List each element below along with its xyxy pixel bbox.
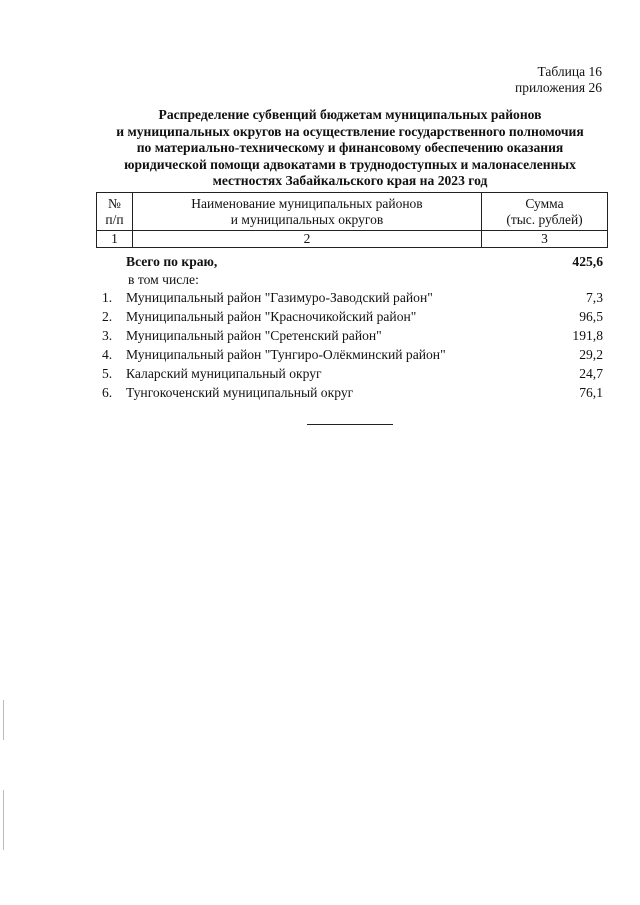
row-number: 5. [102, 366, 113, 381]
distribution-table-header [96, 192, 608, 248]
row-name: Каларский муниципальный округ [126, 366, 322, 381]
scan-edge-mark [3, 790, 4, 850]
title-line-3: по материально-техническому и финансовому обеспечению оказания [136, 140, 564, 156]
header-number-line2: п/п [105, 211, 124, 227]
end-divider [307, 424, 393, 425]
total-value: 425,6 [572, 254, 603, 269]
row-number: 2. [102, 309, 113, 324]
header-sum-line1: Сумма [525, 195, 564, 211]
header-number-line1: № [108, 195, 121, 211]
row-value: 76,1 [579, 385, 603, 400]
header-sum [482, 193, 608, 231]
table-row [96, 288, 603, 307]
table-header-row [97, 193, 608, 231]
including-label: в том числе: [128, 272, 199, 287]
column-number-1: 1 [97, 231, 133, 248]
table-caption [515, 64, 602, 96]
row-number: 4. [102, 347, 113, 362]
row-name: Муниципальный район "Газимуро-Заводский район" [126, 290, 433, 305]
title-line-2: и муниципальных округов на осуществление государственного полномочия [116, 123, 584, 139]
row-number: 6. [102, 385, 113, 400]
row-number: 3. [102, 328, 113, 343]
row-number: 1. [102, 290, 113, 305]
header-sum-line2: (тыс. рублей) [506, 211, 583, 227]
column-number-row [97, 231, 608, 248]
row-value: 29,2 [579, 347, 603, 362]
title-line-4: юридической помощи адвокатами в труднодоступных и малонаселенных [124, 156, 576, 172]
column-number-2: 2 [133, 231, 482, 248]
scan-edge-mark [3, 700, 4, 740]
header-name-line2: и муниципальных округов [230, 211, 384, 227]
row-value: 24,7 [579, 366, 603, 381]
row-name: Тунгокоченский муниципальный округ [126, 385, 354, 400]
row-value: 96,5 [579, 309, 603, 324]
column-number-3: 3 [482, 231, 608, 248]
title-line-5: местностях Забайкальского края на 2023 год [212, 173, 488, 189]
document-title [90, 107, 610, 190]
table-row [96, 383, 603, 402]
table-row [96, 307, 603, 326]
total-label: Всего по краю, [126, 254, 218, 269]
header-name [133, 193, 482, 231]
table-body [96, 252, 603, 402]
row-value: 7,3 [586, 290, 603, 305]
table-row [96, 364, 603, 383]
row-name: Муниципальный район "Тунгиро-Олёкминский район" [126, 347, 446, 362]
row-value: 191,8 [572, 328, 603, 343]
table-row [96, 345, 603, 364]
table-row [96, 326, 603, 345]
row-name: Муниципальный район "Сретенский район" [126, 328, 382, 343]
header-name-line1: Наименование муниципальных районов [191, 195, 423, 211]
header-number [97, 193, 133, 231]
including-row [96, 271, 603, 288]
total-row [96, 252, 603, 271]
row-name: Муниципальный район "Красночикойский район" [126, 309, 417, 324]
title-line-1: Распределение субвенций бюджетам муниципальных районов [158, 107, 542, 122]
appendix-label: приложения 26 [514, 80, 602, 95]
table-label: Таблица 16 [537, 64, 602, 79]
